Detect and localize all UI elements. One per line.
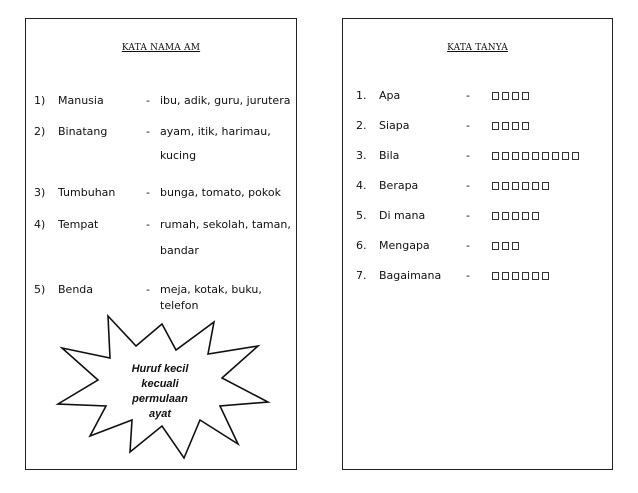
list-item-term: Benda <box>58 283 94 296</box>
question-number: 2. <box>356 119 367 132</box>
answer-box <box>512 182 519 190</box>
answer-boxes <box>492 182 549 190</box>
answer-box <box>502 242 509 250</box>
answer-box <box>512 152 519 160</box>
answer-box <box>512 92 519 100</box>
list-item-examples: rumah, sekolah, taman, <box>160 218 291 231</box>
list-item-examples: meja, kotak, buku, <box>160 283 262 296</box>
list-item-number: 1) <box>34 94 46 107</box>
answer-boxes <box>492 272 549 280</box>
list-item-term: Tumbuhan <box>58 186 116 199</box>
question-dash: - <box>466 239 470 252</box>
question-dash: - <box>466 149 470 162</box>
list-item-examples: ibu, adik, guru, jurutera <box>160 94 291 107</box>
list-item-dash: - <box>146 94 150 107</box>
answer-box <box>502 92 509 100</box>
list-item-number: 3) <box>34 186 46 199</box>
list-item-number: 4) <box>34 218 46 231</box>
answer-box <box>512 242 519 250</box>
answer-box <box>522 212 529 220</box>
question-dash: - <box>466 269 470 282</box>
answer-box <box>562 152 569 160</box>
kata-tanya-title: KATA TANYA <box>447 43 508 53</box>
question-word: Bila <box>379 149 400 162</box>
answer-boxes <box>492 242 519 250</box>
answer-box <box>532 212 539 220</box>
question-word: Di mana <box>379 209 426 222</box>
kata-nama-am-title: KATA NAMA AM <box>121 43 201 53</box>
question-number: 1. <box>356 89 367 102</box>
question-dash: - <box>466 119 470 132</box>
answer-box <box>492 182 499 190</box>
answer-box <box>492 272 499 280</box>
answer-box <box>522 92 529 100</box>
list-item-examples-cont: telefon <box>160 299 199 312</box>
answer-box <box>492 152 499 160</box>
list-item-dash: - <box>146 283 150 296</box>
answer-boxes <box>492 122 529 130</box>
answer-boxes <box>492 152 579 160</box>
list-item-dash: - <box>146 218 150 231</box>
question-dash: - <box>466 179 470 192</box>
answer-box <box>502 122 509 130</box>
question-number: 4. <box>356 179 367 192</box>
answer-box <box>522 182 529 190</box>
list-item-term: Manusia <box>58 94 104 107</box>
question-number: 7. <box>356 269 367 282</box>
list-item-number: 5) <box>34 283 46 296</box>
answer-box <box>512 272 519 280</box>
answer-box <box>532 272 539 280</box>
question-word: Mengapa <box>379 239 430 252</box>
list-item-term: Binatang <box>58 125 108 138</box>
question-word: Berapa <box>379 179 419 192</box>
answer-box <box>492 122 499 130</box>
answer-box <box>542 152 549 160</box>
list-item-examples: bunga, tomato, pokok <box>160 186 281 199</box>
answer-box <box>532 182 539 190</box>
answer-box <box>492 92 499 100</box>
answer-boxes <box>492 92 529 100</box>
answer-box <box>512 212 519 220</box>
list-item-dash: - <box>146 186 150 199</box>
answer-box <box>502 182 509 190</box>
answer-box <box>512 122 519 130</box>
answer-box <box>502 212 509 220</box>
answer-box <box>522 152 529 160</box>
answer-boxes <box>492 212 539 220</box>
list-item-number: 2) <box>34 125 46 138</box>
list-item-term: Tempat <box>58 218 99 231</box>
callout-text: Huruf kecil kecuali permulaan ayat <box>131 363 189 420</box>
list-item-dash: - <box>146 125 150 138</box>
question-number: 5. <box>356 209 367 222</box>
answer-box <box>502 152 509 160</box>
list-item-examples-cont: bandar <box>160 244 199 257</box>
question-dash: - <box>466 209 470 222</box>
answer-box <box>542 272 549 280</box>
question-number: 3. <box>356 149 367 162</box>
list-item-examples: ayam, itik, harimau, <box>160 125 271 138</box>
question-word: Apa <box>379 89 401 102</box>
list-item-examples-cont: kucing <box>160 149 197 162</box>
answer-box <box>492 242 499 250</box>
question-number: 6. <box>356 239 367 252</box>
answer-box <box>522 272 529 280</box>
question-word: Bagaimana <box>379 269 442 282</box>
question-word: Siapa <box>379 119 410 132</box>
answer-box <box>522 122 529 130</box>
answer-box <box>572 152 579 160</box>
answer-box <box>492 212 499 220</box>
answer-box <box>552 152 559 160</box>
question-dash: - <box>466 89 470 102</box>
answer-box <box>502 272 509 280</box>
answer-box <box>542 182 549 190</box>
answer-box <box>532 152 539 160</box>
